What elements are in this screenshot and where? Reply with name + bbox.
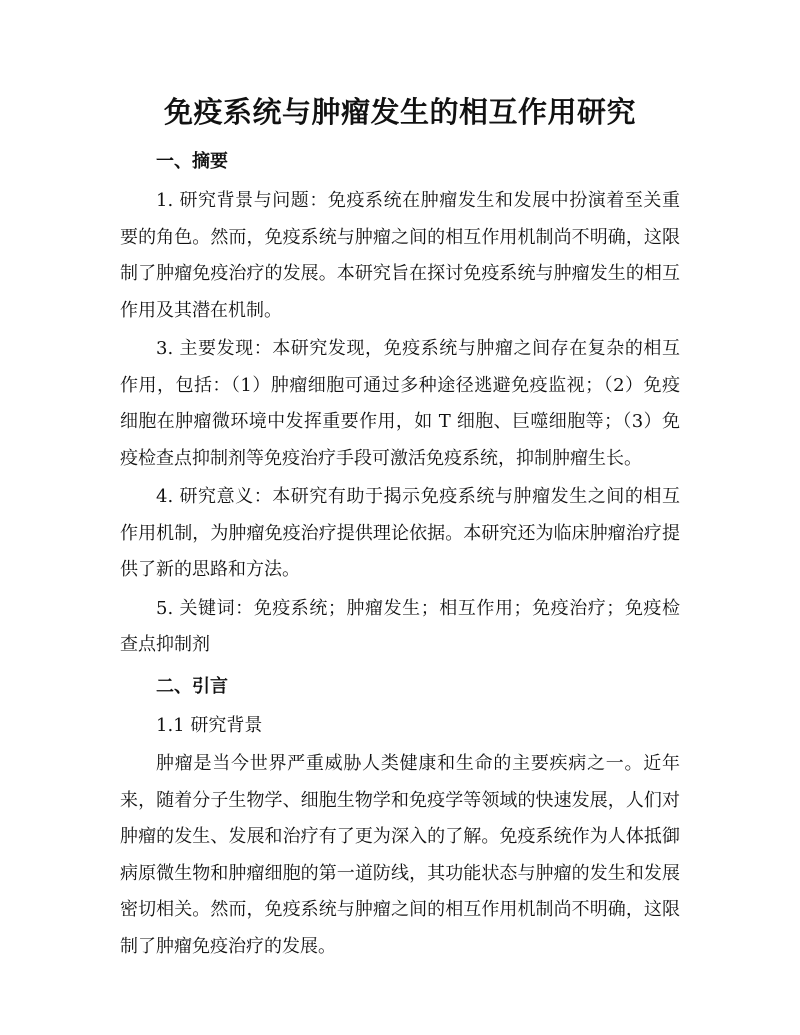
subsection-heading-background: 1.1 研究背景 <box>156 714 263 736</box>
section-heading-abstract: 一、摘要 <box>156 151 228 172</box>
document-body <box>120 145 680 967</box>
section-heading-introduction: 二、引言 <box>156 675 228 697</box>
abstract-paragraph-background: 1. 研究背景与问题：免疫系统在肿瘤发生和发展中扮演着至关重要的角色。然而，免疫系统与肿瘤之间的相互作用机制尚不明确，这限制了肿瘤免疫治疗的发展。本研究旨在探讨免疫系统与肿瘤发生的相互作用及其潜在机制。 <box>120 190 680 321</box>
document-title: 免疫系统与肿瘤发生的相互作用研究 <box>163 95 636 129</box>
abstract-paragraph-findings: 3. 主要发现：本研究发现，免疫系统与肿瘤之间存在复杂的相互作用，包括：（1）肿瘤细胞可通过多种途径逃避免疫监视；（2）免疫细胞在肿瘤微环境中发挥重要作用，如 T 细胞、巨噬细胞等；（3）免疫检查点抑制剂等免疫治疗手段可激活免疫系统，抑制肿瘤生长。 <box>120 338 680 469</box>
abstract-paragraph-significance: 4. 研究意义：本研究有助于揭示免疫系统与肿瘤发生之间的相互作用机制，为肿瘤免疫治疗提供理论依据。本研究还为临床肿瘤治疗提供了新的思路和方法。 <box>120 486 680 580</box>
introduction-section <box>120 670 680 966</box>
abstract-paragraph-keywords: 5. 关键词：免疫系统；肿瘤发生；相互作用；免疫治疗；免疫检查点抑制剂 <box>120 597 680 655</box>
abstract-section <box>120 145 680 664</box>
introduction-paragraph: 肿瘤是当今世界严重威胁人类健康和生命的主要疾病之一。近年来，随着分子生物学、细胞生物学和免疫学等领域的快速发展，人们对肿瘤的发生、发展和治疗有了更为深入的了解。免疫系统作为人体抵御病原微生物和肿瘤细胞的第一道防线，其功能状态与肿瘤的发生和发展密切相关。然而，免疫系统与肿瘤之间的相互作用机制尚不明确，这限制了肿瘤免疫治疗的发展。 <box>120 753 680 957</box>
